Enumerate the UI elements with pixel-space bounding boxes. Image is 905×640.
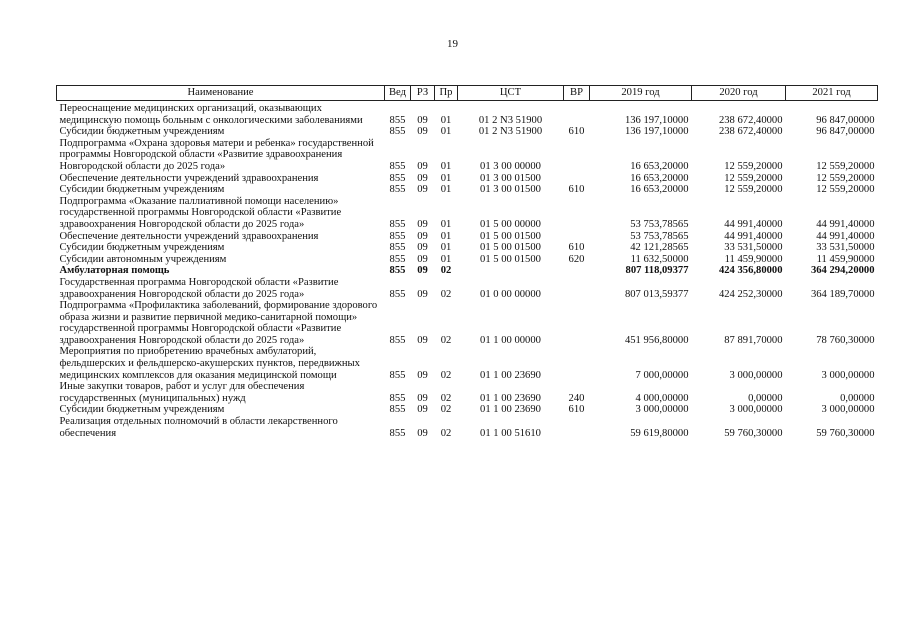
- row-2019-value: 16 653,20000: [630, 160, 689, 172]
- row-name: Иные закупки товаров, работ и услуг для обеспечения государственных (муниципальных) нужд: [59, 381, 305, 404]
- row-pr: 01: [440, 184, 452, 196]
- table-row: [57, 173, 878, 185]
- row-2019-value: 16 653,20000: [630, 184, 689, 196]
- row-ved: 855: [389, 242, 406, 254]
- table-row: [57, 300, 878, 346]
- row-2020-value: 33 531,50000: [724, 242, 783, 254]
- row-2020-value: 424 252,30000: [718, 288, 783, 300]
- row-cst: 01 1 00 00000: [480, 334, 541, 346]
- row-2020-value: 3 000,00000: [729, 369, 783, 381]
- row-rz: 09: [417, 114, 428, 126]
- row-vr: 610: [568, 126, 585, 138]
- table-row: [57, 381, 878, 404]
- row-ved: 855: [389, 114, 406, 126]
- row-pr: 01: [440, 230, 452, 242]
- row-pr: 02: [440, 369, 452, 381]
- row-2020-value: 238 672,40000: [718, 114, 783, 126]
- row-name: Реализация отдельных полномочий в области лекарственного обеспечения: [59, 416, 338, 439]
- row-pr: 02: [440, 334, 452, 346]
- row-2021-value: 96 847,00000: [816, 126, 875, 138]
- row-vr: 610: [568, 242, 585, 254]
- row-rz: 09: [417, 242, 428, 254]
- row-2020-value: 59 760,30000: [724, 427, 783, 439]
- row-name: Амбулаторная помощь: [59, 265, 170, 277]
- row-vr: [564, 138, 590, 173]
- row-name: Переоснащение медицинских организаций, оказывающих медицинскую помощь больным с онкологическими заболеваниями: [59, 103, 363, 126]
- row-2019-value: 807 118,09377: [625, 265, 689, 277]
- row-2020-value: 12 559,20000: [724, 184, 783, 196]
- row-name: Подпрограмма «Охрана здоровья матери и ребенка» государственной программы Новгородской области «Развитие здравоохранения Новгородской области до 2025 года»: [59, 137, 374, 172]
- row-2020-value: 3 000,00000: [729, 404, 783, 416]
- row-ved: 855: [389, 160, 406, 172]
- page-number: 19: [447, 38, 458, 50]
- row-cst: 01 2 N3 51900: [478, 126, 543, 138]
- row-rz: 09: [417, 288, 428, 300]
- row-vr: [564, 173, 590, 185]
- table-row: [57, 404, 878, 416]
- row-ved: 855: [389, 265, 406, 277]
- row-rz: 09: [417, 253, 428, 265]
- row-pr: 02: [440, 288, 452, 300]
- row-cst: 01 5 00 01500: [480, 242, 541, 254]
- row-cst: 01 3 00 01500: [480, 172, 541, 184]
- row-vr: [564, 101, 590, 127]
- row-2019-value: 7 000,00000: [635, 369, 689, 381]
- table-row: [57, 277, 878, 300]
- row-rz: 09: [417, 427, 428, 439]
- row-ved: 855: [389, 369, 406, 381]
- row-name: Подпрограмма «Профилактика заболеваний, формирование здорового образа жизни и развитие первичной медико-санитарной помощи» государственной программы Новгородской области «Развитие здравоохранения Новгородской области до 2025 года»: [59, 300, 378, 346]
- table-row: [57, 242, 878, 254]
- row-ved: 855: [389, 218, 406, 230]
- row-vr: [564, 346, 590, 381]
- table-row: [57, 265, 878, 277]
- row-2021-value: 3 000,00000: [821, 369, 875, 381]
- row-ved: 855: [389, 288, 406, 300]
- row-name: Государственная программа Новгородской области «Развитие здравоохранения Новгородской области до 2025 года»: [59, 276, 339, 300]
- row-cst: 01 5 00 00000: [480, 218, 541, 230]
- row-2021-value: 59 760,30000: [816, 427, 875, 439]
- row-2021-value: 12 559,20000: [816, 172, 875, 184]
- header-ved: Вед: [385, 86, 411, 101]
- row-2021-value: 78 760,30000: [816, 334, 875, 346]
- row-vr: [564, 416, 590, 439]
- row-name: Субсидии бюджетным учреждениям: [59, 184, 225, 196]
- row-vr: [564, 265, 590, 277]
- row-2021-value: 96 847,00000: [816, 114, 875, 126]
- row-pr: 02: [440, 404, 452, 416]
- header-2021: 2021 год: [786, 86, 878, 101]
- row-cst: 01 1 00 23690: [480, 404, 541, 416]
- row-cst: 01 3 00 00000: [480, 160, 541, 172]
- row-2019-value: 136 197,10000: [624, 114, 689, 126]
- row-2020-value: 0,00000: [748, 392, 783, 404]
- table-row: [57, 416, 878, 439]
- row-2020-value: 238 672,40000: [718, 126, 783, 138]
- row-name: Подпрограмма «Оказание паллиативной помощи населению» государственной программы Новгородской области «Развитие здравоохранения Новгородской области до 2025 года»: [59, 195, 342, 230]
- row-pr: 02: [440, 427, 452, 439]
- row-rz: 09: [417, 160, 428, 172]
- header-pr: Пр: [435, 86, 458, 101]
- header-2020: 2020 год: [692, 86, 786, 101]
- row-2019-value: 807 013,59377: [624, 288, 689, 300]
- row-2021-value: 364 189,70000: [810, 288, 875, 300]
- row-name: Обеспечение деятельности учреждений здравоохранения: [59, 172, 319, 184]
- row-2019-value: 42 121,28565: [630, 242, 689, 254]
- row-2019-value: 53 753,78565: [630, 218, 689, 230]
- header-name: Наименование: [57, 86, 385, 101]
- row-cst: 01 2 N3 51900: [478, 114, 543, 126]
- row-2019-value: 451 956,80000: [624, 334, 689, 346]
- row-2019-value: 4 000,00000: [635, 392, 689, 404]
- row-2020-value: 12 559,20000: [724, 172, 783, 184]
- row-cst: 01 1 00 23690: [480, 369, 541, 381]
- row-2019-value: 136 197,10000: [624, 126, 689, 138]
- row-pr: 01: [440, 126, 452, 138]
- row-cst: 01 1 00 51610: [480, 427, 541, 439]
- row-name: Субсидии бюджетным учреждениям: [59, 126, 225, 138]
- row-cst: 01 1 00 23690: [480, 392, 541, 404]
- row-rz: 09: [417, 230, 428, 242]
- row-vr: [564, 300, 590, 346]
- row-2019-value: 11 632,50000: [630, 253, 689, 265]
- row-2019-value: 3 000,00000: [635, 404, 689, 416]
- row-2020-value: 12 559,20000: [724, 160, 783, 172]
- row-cst: 01 5 00 01500: [480, 230, 541, 242]
- row-rz: 09: [417, 172, 428, 184]
- row-name: Мероприятия по приобретению врачебных амбулаторий, фельдшерских и фельдшерско-акушерских пунктов, передвижных медицинских комплексов для оказания медицинской помощи: [59, 346, 360, 381]
- header-cst: ЦСТ: [458, 86, 564, 101]
- row-ved: 855: [389, 172, 406, 184]
- table-row: [57, 196, 878, 231]
- table-row: [57, 231, 878, 243]
- row-2021-value: 12 559,20000: [816, 184, 875, 196]
- row-rz: 09: [417, 404, 428, 416]
- row-rz: 09: [417, 265, 428, 277]
- table-header-row: [57, 86, 878, 101]
- row-2019-value: 16 653,20000: [630, 172, 689, 184]
- row-2020-value: 424 356,80000: [718, 265, 783, 277]
- row-ved: 855: [389, 427, 406, 439]
- table-row: [57, 254, 878, 266]
- row-rz: 09: [417, 184, 428, 196]
- row-cst: 01 0 00 00000: [480, 288, 541, 300]
- row-ved: 855: [389, 392, 406, 404]
- row-pr: 01: [440, 253, 452, 265]
- row-2019-value: 53 753,78565: [630, 230, 689, 242]
- row-ved: 855: [389, 184, 406, 196]
- row-cst: 01 5 00 01500: [480, 253, 541, 265]
- row-ved: 855: [389, 230, 406, 242]
- row-ved: 855: [389, 404, 406, 416]
- row-rz: 09: [417, 218, 428, 230]
- row-2021-value: 12 559,20000: [816, 160, 875, 172]
- row-2021-value: 44 991,40000: [816, 218, 875, 230]
- row-ved: 855: [389, 253, 406, 265]
- row-name: Субсидии бюджетным учреждениям: [59, 242, 225, 254]
- header-rz: РЗ: [411, 86, 435, 101]
- table-row: [57, 138, 878, 173]
- row-vr: [564, 196, 590, 231]
- header-vr: ВР: [564, 86, 590, 101]
- row-vr: 610: [568, 184, 585, 196]
- row-pr: 01: [440, 160, 452, 172]
- table-row: [57, 184, 878, 196]
- table-row: [57, 126, 878, 138]
- row-cst: [458, 265, 564, 277]
- row-name: Обеспечение деятельности учреждений здравоохранения: [59, 230, 319, 242]
- row-pr: 01: [440, 218, 452, 230]
- row-2020-value: 44 991,40000: [724, 218, 783, 230]
- budget-table: [56, 85, 878, 439]
- row-cst: 01 3 00 01500: [480, 184, 541, 196]
- row-name: Субсидии бюджетным учреждениям: [59, 404, 225, 416]
- row-2021-value: 3 000,00000: [821, 404, 875, 416]
- row-vr: [564, 231, 590, 243]
- table-row: [57, 101, 878, 127]
- row-2021-value: 33 531,50000: [816, 242, 875, 254]
- row-pr: 01: [440, 114, 452, 126]
- row-rz: 09: [417, 126, 428, 138]
- row-2020-value: 87 891,70000: [724, 334, 783, 346]
- header-2019: 2019 год: [590, 86, 692, 101]
- row-2021-value: 364 294,20000: [810, 265, 875, 277]
- row-2021-value: 0,00000: [840, 392, 875, 404]
- row-pr: 01: [440, 172, 452, 184]
- row-vr: [564, 277, 590, 300]
- row-name: Субсидии автономным учреждениям: [59, 253, 227, 265]
- row-pr: 02: [440, 265, 452, 277]
- row-ved: 855: [389, 334, 406, 346]
- row-vr: 240: [568, 392, 585, 404]
- table-body: [57, 101, 878, 440]
- row-rz: 09: [417, 392, 428, 404]
- row-2020-value: 11 459,90000: [724, 253, 783, 265]
- table-row: [57, 346, 878, 381]
- row-2021-value: 11 459,90000: [816, 253, 875, 265]
- row-pr: 02: [440, 392, 452, 404]
- row-2021-value: 44 991,40000: [816, 230, 875, 242]
- row-ved: 855: [389, 126, 406, 138]
- row-2019-value: 59 619,80000: [630, 427, 689, 439]
- row-vr: 610: [568, 404, 585, 416]
- row-2020-value: 44 991,40000: [724, 230, 783, 242]
- row-rz: 09: [417, 334, 428, 346]
- row-pr: 01: [440, 242, 452, 254]
- row-rz: 09: [417, 369, 428, 381]
- row-vr: 620: [568, 253, 585, 265]
